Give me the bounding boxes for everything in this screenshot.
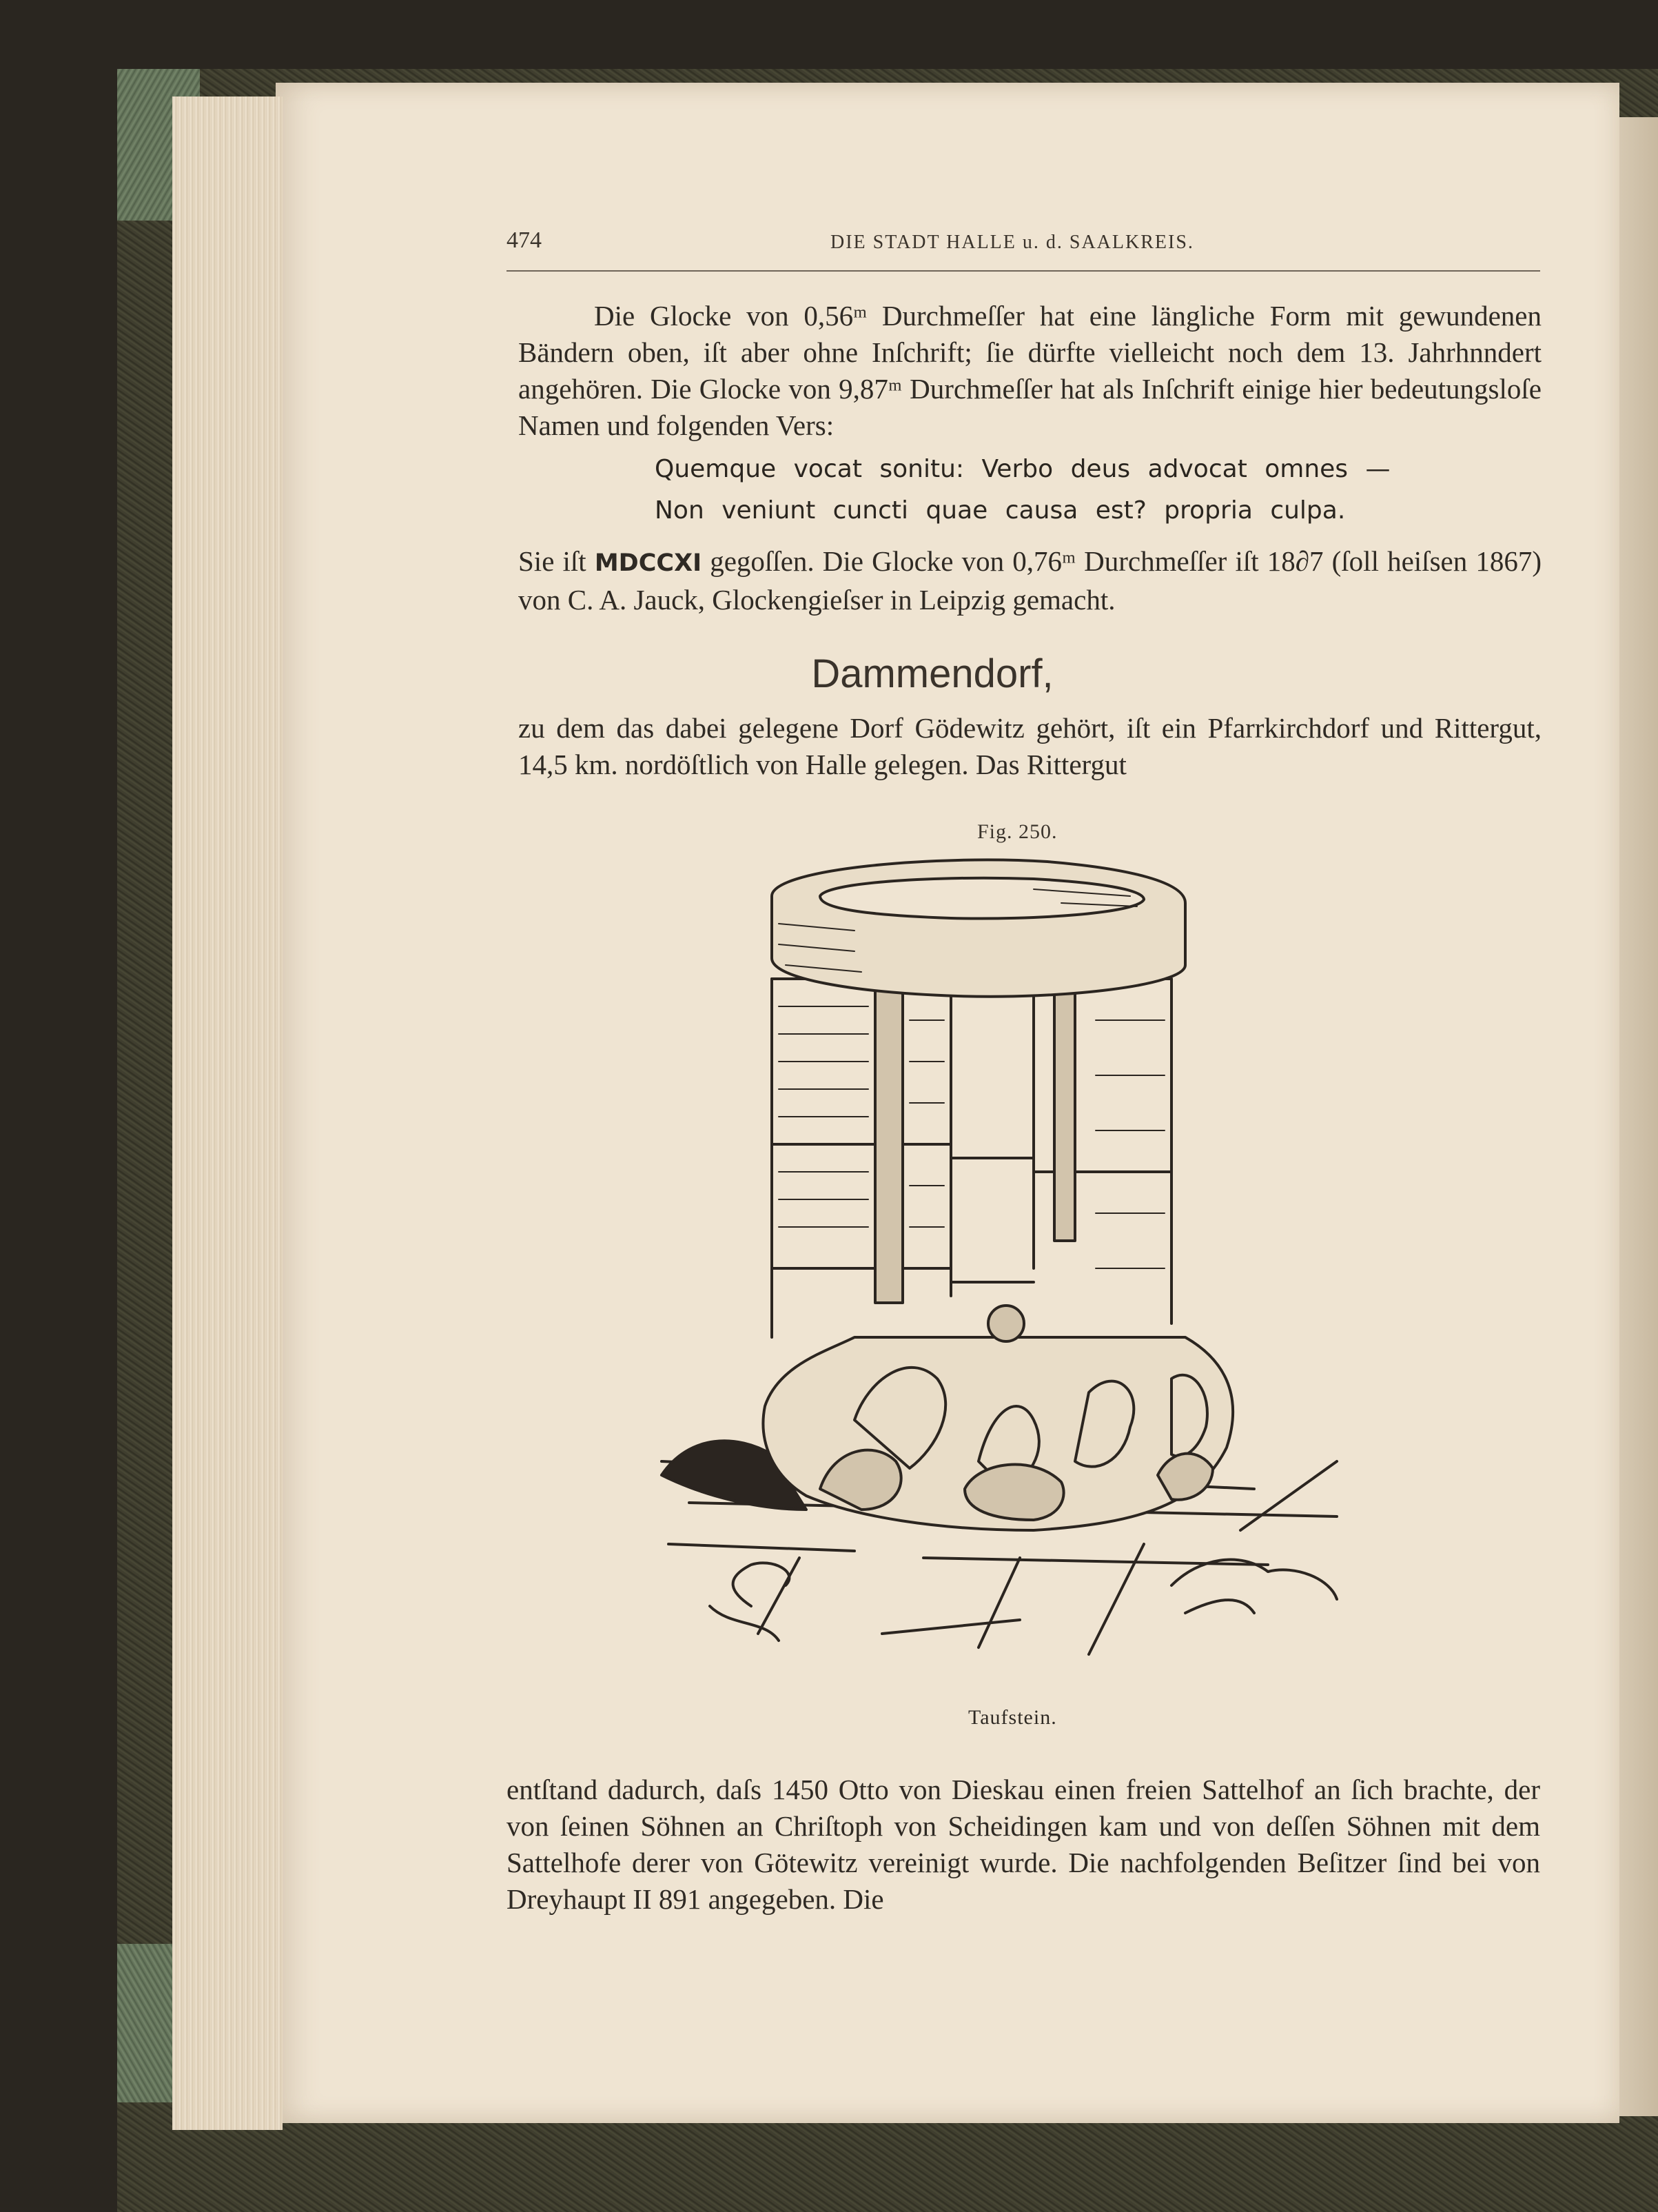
verse-line-1: Quemque vocat sonitu: Verbo deus advocat omnes — (655, 455, 1391, 483)
figure-caption: Taufstein. (968, 1706, 1057, 1729)
baptismal-font-illustration (648, 855, 1392, 1703)
paragraph-cast (518, 543, 1542, 618)
page-edges (172, 97, 283, 2130)
paragraph-history-text: entſtand dadurch, daſs 1450 Otto von Dieskau einen freien Sattelhof an ſich brachte, der von ſeinen Söhnen an Chriſtoph von Scheidingen kam und von deſſen Söhnen mit dem Sattelhofe derer von Götewitz vereinigt wurde. Die nachfolgenden Beſitzer ſind bei von Dreyhaupt II 891 angegeben. Die (506, 1774, 1540, 1915)
paragraph-dammendorf-text: zu dem das dabei gelegene Dorf Gödewitz gehört, iſt ein Pfarrkirchdorf und Rittergut, 14,5 km. nordöſtlich von Halle gelegen. Das Rittergut (518, 712, 1542, 780)
header-rule (506, 270, 1540, 272)
paragraph-bells-text: Die Glocke von 0,56ᵐ Durchmeſſer hat eine längliche Form mit gewundenen Bändern oben, iſt aber ohne Inſchrift; ſie dürfte vielleicht noch dem 13. Jahrhnndert angehören. Die Glocke von 9,87ᵐ Durchmeſſer hat als Inſchrift einige hier bedeutungsloſe Namen und folgenden Vers: (518, 300, 1542, 441)
paragraph-dammendorf (518, 710, 1542, 783)
verse-line-2: Non veniunt cuncti quae causa est? propria culpa. (655, 496, 1346, 525)
cast-after: gegoſſen. Die Glocke von 0,76ᵐ Durchmeſſer iſt 18∂7 (ſoll heiſsen 1867) von C. A. Jauck, Glockengieſser in Leipzig gemacht. (518, 545, 1542, 616)
paragraph-history (506, 1772, 1540, 1918)
section-title: Dammendorf, (811, 651, 1054, 696)
cast-date: MDCCXI (594, 549, 702, 577)
page-number: 474 (506, 227, 542, 253)
paragraph-bells (518, 298, 1542, 444)
paragraph-cast-text (518, 543, 1542, 618)
cast-before: Sie iſt (518, 545, 586, 577)
figure-label: Fig. 250. (977, 820, 1058, 843)
running-head: DIE STADT HALLE u. d. SAALKREIS. (830, 232, 1194, 253)
